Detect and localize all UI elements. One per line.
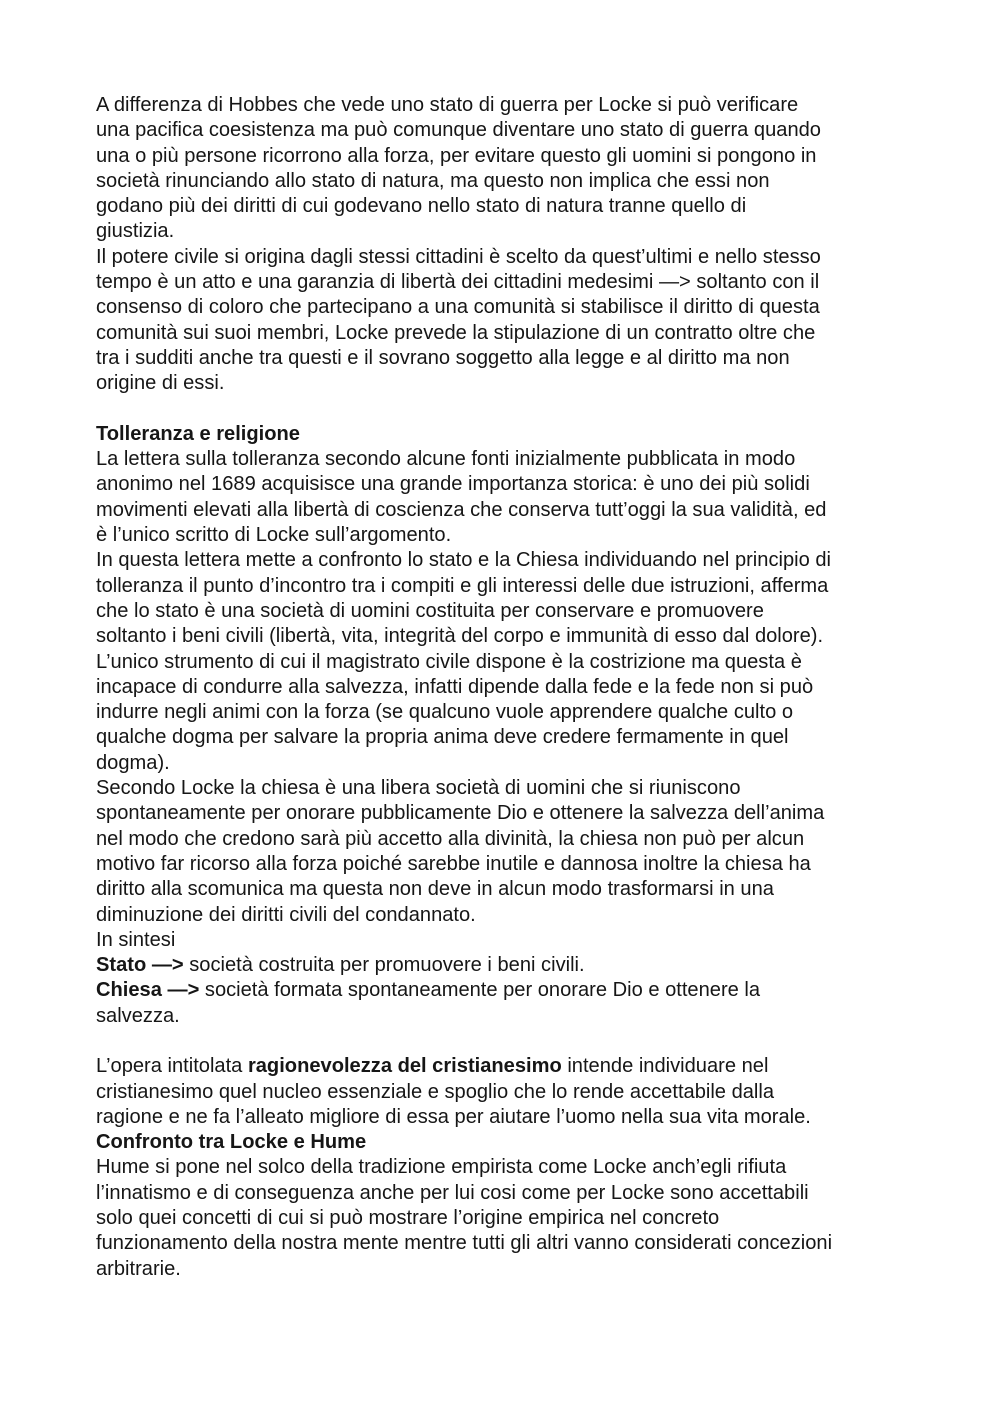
text-line: dogma).	[96, 751, 170, 774]
text-line: anonimo nel 1689 acquisisce una grande importanza storica: è uno dei più solidi	[96, 473, 810, 496]
text-line: l’innatismo e di conseguenza anche per lui cosi come per Locke sono accettabili	[96, 1181, 809, 1204]
opera-paragraph	[96, 1054, 916, 1130]
text-line: ragione e ne fa l’alleato migliore di essa per aiutare l’uomo nella sua vita morale.	[96, 1105, 811, 1128]
text-line: tra i sudditi anche tra questi e il sovrano soggetto alla legge e al diritto ma non	[96, 346, 790, 369]
text-line: nel modo che credono sarà più accetto alla divinità, la chiesa non può per alcun	[96, 827, 805, 850]
text-line: giustizia.	[96, 220, 175, 243]
stato-term: Stato —>	[96, 954, 184, 977]
text-line: cristianesimo quel nucleo essenziale e spoglio che lo rende accettabile dalla	[96, 1080, 775, 1103]
text-line: Il potere civile si origina dagli stessi cittadini è scelto da quest’ultimi e nello stesso	[96, 245, 821, 268]
text-line	[96, 1054, 916, 1079]
text-line: motivo far ricorso alla forza poiché sarebbe inutile e dannosa inoltre la chiesa ha	[96, 852, 811, 875]
confronto-paragraph	[96, 1155, 916, 1281]
chiesa-definition	[96, 978, 916, 1003]
text-line: Hume si pone nel solco della tradizione empirista come Locke anch’egli rifiuta	[96, 1156, 787, 1179]
text-line: una o più persone ricorrono alla forza, per evitare questo gli uomini si pongono in	[96, 144, 817, 167]
text-line: diminuzione dei diritti civili del condannato.	[96, 903, 476, 926]
stato-text: società costruita per promuovere i beni civili.	[183, 954, 585, 977]
text-line: tempo è un atto e una garanzia di libertà dei cittadini medesimi —> soltanto con il	[96, 271, 820, 294]
text-line: società rinunciando allo stato di natura, ma questo non implica che essi non	[96, 169, 770, 192]
text-line: La lettera sulla tolleranza secondo alcune fonti inizialmente pubblicata in modo	[96, 448, 796, 471]
text-line: arbitrarie.	[96, 1257, 181, 1280]
text-line: A differenza di Hobbes che vede uno stato di guerra per Locke si può verificare	[96, 94, 799, 116]
spacer	[96, 1029, 916, 1054]
intro-paragraph	[96, 93, 916, 397]
text-line: qualche dogma per salvare la propria anima deve credere fermamente in quel	[96, 726, 789, 749]
text-line: incapace di condurre alla salvezza, infatti dipende dalla fede e la fede non si può	[96, 675, 814, 698]
text-line: L’unico strumento di cui il magistrato civile dispone è la costrizione ma questa è	[96, 650, 802, 673]
text-line: salvezza.	[96, 1004, 180, 1027]
text-line: è l’unico scritto di Locke sull’argomento.	[96, 524, 452, 547]
text-line: movimenti elevati alla libertà di coscienza che conserva tutt’oggi la sua validità, ed	[96, 498, 827, 521]
text-line: soltanto i beni civili (libertà, vita, integrità del corpo e immunità di esso dal dolore).	[96, 625, 824, 648]
text-line: In sintesi	[96, 928, 176, 951]
stato-definition	[96, 953, 916, 978]
text-line: origine di essi.	[96, 372, 225, 395]
chiesa-term: Chiesa —>	[96, 979, 200, 1002]
heading-tolleranza: Tolleranza e religione	[96, 422, 300, 445]
heading-confronto: Confronto tra Locke e Hume	[96, 1131, 367, 1154]
chiesa-text: società formata spontaneamente per onorare Dio e ottenere la	[199, 979, 761, 1002]
text-line: tolleranza il punto d’incontro tra i compiti e gli interessi delle due istruzioni, afferma	[96, 574, 829, 597]
text-line: solo quei concetti di cui si può mostrare l’origine empirica nel concreto	[96, 1207, 720, 1230]
text-line: una pacifica coesistenza ma può comunque diventare uno stato di guerra quando	[96, 119, 821, 142]
text-line: consenso di coloro che partecipano a una comunità si stabilisce il diritto di questa	[96, 296, 820, 319]
text-line: indurre negli animi con la forza (se qualcuno vuole apprendere qualche culto o	[96, 701, 794, 724]
document-page	[96, 93, 916, 1282]
text-line: godano più dei diritti di cui godevano nello stato di natura tranne quello di	[96, 195, 747, 218]
text-line: spontaneamente per onorare pubblicamente Dio e ottenere la salvezza dell’anima	[96, 802, 825, 825]
text-line: diritto alla scomunica ma questa non deve in alcun modo trasformarsi in una	[96, 878, 774, 901]
text-line: In questa lettera mette a confronto lo stato e la Chiesa individuando nel principio di	[96, 549, 831, 572]
tolleranza-paragraph	[96, 447, 916, 953]
text-line: comunità sui suoi membri, Locke prevede la stipulazione di un contratto oltre che	[96, 321, 816, 344]
text-line: che lo stato è una società di uomini costituita per conservare e promuovere	[96, 599, 764, 622]
spacer	[96, 397, 916, 422]
opera-prefix: L’opera intitolata	[96, 1055, 248, 1078]
opera-suffix: intende individuare nel	[561, 1055, 769, 1078]
text-line: Secondo Locke la chiesa è una libera società di uomini che si riuniscono	[96, 777, 741, 800]
text-line: funzionamento della nostra mente mentre tutti gli altri vanno considerati concezioni	[96, 1232, 833, 1255]
opera-title: ragionevolezza del cristianesimo	[247, 1055, 562, 1078]
